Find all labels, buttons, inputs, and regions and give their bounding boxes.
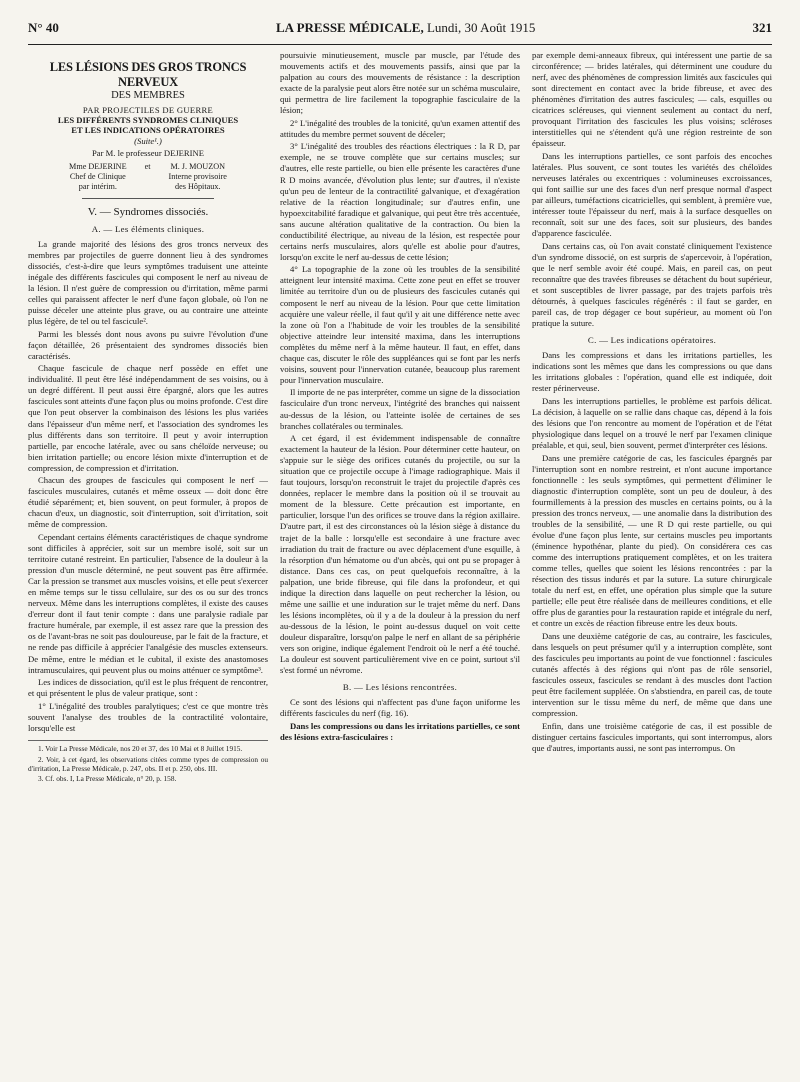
text-columns (28, 50, 772, 1074)
footnotes (28, 740, 268, 784)
paragraph: Enfin, dans une troisième catégorie de cas, il est possible de distinguer certains fascicules importants, qui sont interrompus, alors que d'autres, importants aussi, ne sont pas interrompus. On (532, 720, 772, 753)
footnote: 3. Cf. obs. I, La Presse Médicale, n° 20, p. 158. (38, 774, 177, 784)
paragraph: Parmi les blessés dont nous avons pu suivre l'évolution d'une façon détaillée, 26 présentaient des syndromes dissociés bien caractérisés. (28, 328, 268, 361)
footnote: 1. Voir La Presse Médicale, nos 20 et 37, des 10 Mai et 8 Juillet 1915. (38, 743, 243, 753)
paragraph: 4° La topographie de la zone où les troubles de la sensibilité atteignent leur intensité maxima. Cette zone peut en effet se trouver limitée au territoire d'un ou de plusieurs des fascicules cutanés qui composent le nerf au niveau de la lésion. Pour que cette limitation acquière une valeur réelle, il faut qu'il y ait une différence nette avec la zone où l'on a l'habitude de voir les troubles de la sensibilité objective atteindre leur intensité maxima, dans les interruptions complètes du même nerf à la même hauteur. Il faut, en effet, dans chaque cas, discuter le rôle des suppléances qui se font par les nerfs voisins, souvent pour l'innervation cutanée, beaucoup plus rarement pour l'innervation musculaire. (280, 264, 520, 385)
header-rule (28, 44, 772, 45)
paragraph: par exemple demi-anneaux fibreux, qui intéressent une partie de sa circonférence; — brides latérales, qui déterminent une coudure du nerf, avec des phénomènes de compression limités aux fascicules qui sont directement en contact avec la bride fibreuse, et avec des phénomènes d'irritation des autres fascicules; — cals, esquilles ou cicatrices scléreuses, qui viennent seulement au contact du nerf, provoquant l'irritation des fascicules les plus voisins; scléroses interstitielles qui ne s'étendent qu'à une région restreinte de son épaisseur. (532, 50, 772, 149)
page-number-left: N° 40 (28, 20, 59, 35)
paragraph: 3° L'inégalité des troubles des réactions électriques : la R D, par exemple, ne se trouve complète que sur certains muscles; sur d'autres, elle reste partielle, ou bien elle présente les caractères d'une R D moins avancée, d'évolution plus lente; sur d'autres, il n'existe qu'un peu de lenteur de la contractilité galvanique, et d'exagération relative de la réaction longitudinale; sur d'autres enfin, une hypoexcitabilité faradique et galvanique, qui peut être très accentuée, sans aucune altération qualitative de la contraction. Ou bien la conductibilité électrique, au niveau de la lésion, est respectée pour certains nerfs musculaires, alors qu'elle est abolie pour d'autres, lorsqu'on excite le nerf au-dessus de cette lésion; (280, 141, 520, 262)
paragraph: Les indices de dissociation, qu'il est le plus fréquent de rencontrer, et qui présentent le plus de valeur pratique, sont : (28, 677, 268, 699)
subsection-b-title: B. — Les lésions rencontrées. (342, 682, 458, 693)
continuation-note: (Suite¹.) (134, 135, 162, 146)
paragraph: Chaque fascicule de chaque nerf possède en effet une individualité. Il peut être lésé indépendamment de ses voisins, ou à un degré différent. Il peut aussi être épargné, alors que les autres fascicules sont atteints d'une façon plus ou moins profonde. C'est dire que l'on peut observer la combinaison des lésions les plus variées dans l'épaisseur d'un même nerf, et l'association des syndromes les plus différents dans son territoire. Il peut y avoir interruption partielle, par encoche latérale, avec ou sans chéloïde nerveuse; ou bien irritation partielle; ou encore lésion mixte d'interruption et de compression, de compression et d'irritation. (28, 363, 268, 473)
paragraph: 2° L'inégalité des troubles de la tonicité, qu'un examen attentif des attitudes du membre permet souvent de déceler; (280, 117, 520, 139)
paragraph: Cependant certains éléments caractéristiques de chaque syndrome sont difficiles à apprécier, soit sur un membre isolé, soit sur un territoire cutané restreint. En particulier, l'absence de la douleur à la pression d'un muscle déterminé, ne peut souvent pas être affirmée. Car la pression se transmet aux muscles voisins, et elle peut s'exercer en même temps sur le tissu cellulaire, sur des os ou sur des troncs nerveux. Même dans les interruptions complètes, il existe des causes d'erreur dont il faut tenir compte : dans une paralysie radiale par fracture humérale, par exemple, il est assez rare que la pression des os de l'avant-bras ne soit pas douloureuse, par le fait de la fracture, et ne rende pas difficile à apprécier l'analgésie des muscles extenseurs. De même, entre le médian et le cubital, il existe des anastomoses intramusculaires, qui peuvent plus ou moins atténuer ce symptôme³. (28, 532, 268, 675)
author-2 (169, 162, 227, 192)
journal-masthead (276, 20, 535, 36)
paragraph: Dans les compressions et dans les irritations partielles, les indications sont les mêmes que dans les compressions ou que dans les irritations globales : l'opération, quand elle est indiquée, doit rester périnerveuse. (532, 350, 772, 394)
footnote: 2. Voir, à cet égard, les observations citées comme types de compression ou d'irritation, La Presse Médicale, p. 247, obs. II et p. 250, obs. III. (28, 754, 268, 773)
section-title: V. — Syndromes dissociés. (87, 205, 209, 218)
article-subtitle-2: ET LES INDICATIONS OPÉRATOIRES (71, 125, 225, 136)
article-title-block (28, 60, 268, 199)
paragraph: Il importe de ne pas interpréter, comme un signe de la dissociation fasciculaire d'un tronc nerveux, l'intégrité des branches qui naissent au-dessus de la lésion, ou l'atteinte isolée de certaines de ses branches collatérales ou terminales. (280, 387, 520, 431)
subsection-a-title: A. — Les éléments cliniques. (91, 223, 205, 234)
issue-date: Lundi, 30 Août 1915 (426, 20, 536, 35)
article-title: LES LÉSIONS DES GROS TRONCS NERVEUX (49, 60, 247, 89)
author-1 (69, 162, 127, 192)
author-2-role-2: des Hôpitaux. (174, 181, 221, 191)
page-number-right: 321 (752, 20, 772, 35)
paragraph: Dans les compressions ou dans les irritations partielles, ce sont des lésions extra-fasciculaires : (280, 720, 520, 742)
article-title-line3: PAR PROJECTILES DE GUERRE (82, 104, 214, 115)
author-1-name: Mme DEJERINE (69, 162, 127, 172)
paragraph: Dans les interruptions partielles, ce sont parfois des encoches latérales. Plus souvent, ce sont toutes les variétés des chéloïdes nerveuses latérales ou excentriques : volumineuses excroissances, qui font saillie sur une des faces d'un nerf presque normal d'aspect par ailleurs, tuméfactions cicatricielles, qui semblent, à première vue, intéresser toute l'épaisseur du nerf, mais à la surface desquelles on reconnaît, soit sur une des faces, soit sur plusieurs, des bandes d'apparence fasciculée. (532, 150, 772, 239)
paragraph: poursuivie minutieusement, muscle par muscle, par l'étude des mouvements actifs et des mouvements passifs, ainsi que par la palpation au cours des mouvements de résistance : la description exacte de la paralysie peut alors être notée sur un schéma musculaire, qui permettra de lire facilement la topographie fasciculaire de la lésion; (280, 50, 520, 116)
author-2-role: Interne provisoire (168, 172, 227, 181)
article-title-line2: DES MEMBRES (111, 90, 185, 101)
title-separator (82, 198, 214, 199)
author-1-role: Chef de Clinique (69, 172, 126, 181)
column-1 (28, 50, 268, 1074)
paragraph: Ce sont des lésions qui n'affectent pas d'une façon uniforme les différents fascicules du nerf (fig. 16). (280, 697, 520, 719)
authors-conjunction: et (144, 162, 151, 172)
author-1-role-2: par intérim. (78, 181, 117, 191)
author-2-name: M. J. MOUZON (170, 162, 226, 172)
paragraph: A cet égard, il est évidemment indispensable de connaître exactement la hauteur de la lésion. Pour déterminer cette hauteur, on s'appuie sur le siège des orifices cutanés du projectile, ou sur la situation que ce projectile occupe à l'image radiographique. Mais il faut toujours, lorsqu'on reconstruit le trajet du projectile d'après ces données, replacer le membre dans la position où il se trouvait au moment de la blessure. Cette précaution est importante, en particulier, lorsque l'un des orifices se trouve dans la région axillaire. D'autre part, il est des circonstances où la lésion siège à distance du trajet de la balle : lorsqu'elle est secondaire à une fracture avec irradiation du trait de fracture ou avec déplacement d'une esquille, à la résorption d'un hématome ou d'un abcès, qui ont pu se propager à distance. Dans ces cas, on peut quelquefois reconnaître, à la palpation, une bride fibreuse, qui file dans la profondeur, et qui indique la direction dans laquelle on peut rechercher la lésion, ou même une saillie et une induration sur le trajet même du nerf. Dans les lésions incomplètes, où il y a de la douleur à la pression du nerf au-dessous de la lésion, le point au-dessus duquel on voit cette douleur disparaître, lorsqu'on palpe le nerf en allant de sa périphérie vers son origine, indique également l'endroit où le nerf a été touché. La douleur est souvent particulièrement vive en ce point, surtout s'il s'est formé un névrome. (280, 433, 520, 676)
paragraph: Dans une deuxième catégorie de cas, au contraire, les fascicules, dans lesquels on peut présumer qu'il y a interruption complète, sont des fascicules peu importants au point de vue fonctionnel : fascicules cutanés affectés à des régions qui n'ont pas de rôle sensoriel, fascicules osseux, fascicules se rendant à des muscles dont l'action peut être facilement suppléée. On s'abstiendra, en pareil cas, de toute intervention sur le tissu même du nerf, de même que dans une compression. (532, 630, 772, 719)
authors (28, 162, 268, 192)
paragraph: Chacun des groupes de fascicules qui composent le nerf — fascicules musculaires, cutanés et même osseux — doit donc être étudié séparément; et, bien souvent, on peut formuler, à propos de chacun d'eux, un diagnostic, soit d'interruption, soit d'irritation, soit même de compression. (28, 475, 268, 530)
column-3 (532, 50, 772, 1074)
article-subtitle-1: LES DIFFÉRENTS SYNDROMES CLINIQUES (57, 114, 239, 125)
paragraph: Dans certains cas, où l'on avait constaté cliniquement l'existence d'un syndrome dissocié, on est surpris de s'apercevoir, à l'opération, que le nerf semble avoir été coupé. Mais, en pareil cas, on peut reconnaître que des travées fibreuses se détachent du bout supérieur, et sont susceptibles de livrer passage, par des trajets parfois très détournés, à quelques fascicules régénérés : il faut se garder, en pareil cas, de trop dégager ce bout supérieur, au moment où l'on pratique la suture. (532, 240, 772, 329)
paragraph: La grande majorité des lésions des gros troncs nerveux des membres par projectiles de guerre donnent lieu à des syndromes dissociés, c'est-à-dire que leurs symptômes traduisent une atteinte inégale des différents fascicules qui composent le nerf au niveau de la lésion. Il n'est guère de compression ou d'irritation, même parmi celles qui paraissent affecter le nerf d'une façon globale, où l'on ne puisse déceler une atteinte plus grave, ou au contraire une atteinte plus légère, de tel ou tel fascicule². (28, 238, 268, 327)
subsection-c-title: C. — Les indications opératoires. (587, 335, 717, 346)
column-2 (280, 50, 520, 1074)
journal-name: LA PRESSE MÉDICALE, (276, 20, 424, 35)
running-header (28, 20, 772, 42)
paragraph: 1° L'inégalité des troubles paralytiques; c'est ce que montre très souvent l'analyse des troubles de la contractilité volontaire, lorsqu'elle est (28, 700, 268, 733)
paragraph: Dans les interruptions partielles, le problème est parfois délicat. La décision, à laquelle on se rallie dans chaque cas, dépend à la fois des lésions que l'on rencontre au moment de l'opération et de l'état physiologique dans lequel on a trouvé le nerf par l'examen clinique préalable, et qui, seul, bien souvent, permet d'interpréter ces lésions. (532, 395, 772, 451)
byline: Par M. le professeur DEJERINE (92, 147, 204, 158)
paragraph: Dans une première catégorie de cas, les fascicules épargnés par l'interruption sont en nombre restreint, et n'ont aucune importance fonctionnelle : les seuls symptômes, qui permettent d'éliminer le diagnostic d'interruption complète, sont un peu de douleur, à des fourmillements à la pression des muscles en certains points, ou à la pression des troncs nerveux, — une anomalie dans la distribution des troubles de la sensibilité, — une R D qui reste partielle, ou qui évolue d'une façon plus lente, sur certains muscles peu importants (éminence hypothénar, plante du pied). On considérera ces cas comme des interruptions pratiquement complètes, et on les traitera comme telles, quelles que soient les lésions rencontrées : par la résection des tissus indurés et par la suture. La suture chirurgicale totale du nerf est, en effet, une opération plus simple que la suture partielle; elle peut être réalisée dans de meilleures conditions, et elle offre plus de garanties pour la restauration rapide et intégrale du nerf, et contre un excès de réaction fibreuse entre les deux bouts. (532, 452, 772, 629)
